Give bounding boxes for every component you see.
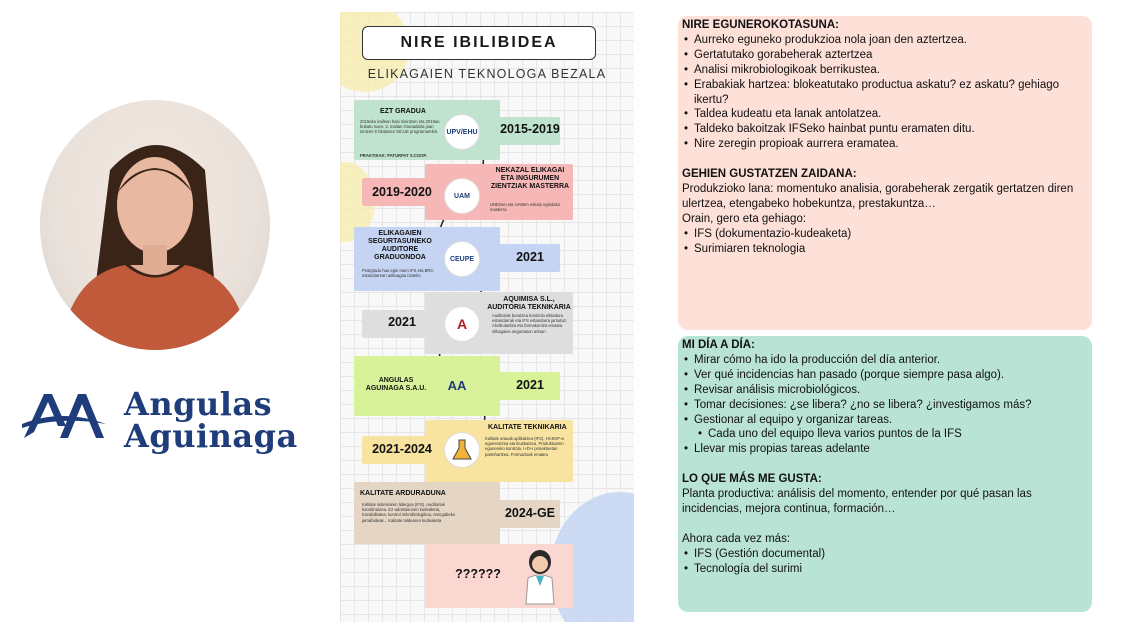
timeline-year: 2021-2024 <box>372 442 432 456</box>
list-item: • IFS (Gestión documental) <box>682 547 1086 562</box>
paragraph: Ahora cada vez más: <box>682 532 791 545</box>
timeline-item-title: ELIKAGAIEN SEGURTASUNEKO AUDITORE GRADUONDOA <box>368 230 432 261</box>
daily-routine-box-es <box>678 336 1092 612</box>
daily-routine-box-eu <box>678 16 1092 330</box>
timeline-item-title: ANGULAS AGUINAGA S.A.U. <box>365 377 427 392</box>
list-item: • Erabakiak hartzea: blokeatutako productua askatu? ez askatu? gehiago ikertu? <box>682 78 1086 108</box>
timeline-item-extra: PRAKTIKAK: PATURPAT S.COOP. <box>360 153 427 158</box>
person-illustration <box>40 100 270 350</box>
timeline-item-title: NEKAZAL ELIKAGAI ETA INGURUMEN ZIENTZIAK MASTERRA <box>490 167 570 190</box>
list-item: • Surimiaren teknologia <box>682 242 1086 257</box>
upv-ehu-logo-icon: UPV/EHU <box>444 114 480 150</box>
list-item: • Ver qué incidencias han pasado (porque siempre pasa algo). <box>682 368 1086 383</box>
logo-line-1: Angulas <box>124 385 273 423</box>
timeline-item-text: Kalitate arauak aplikatzea (IFS). HAKKP-a egunerotzea eta ikuskatzea. Produktuaren egunereko kontrola. I+D+i proiektuetan partehartzea. Formazioak ematea <box>485 436 564 457</box>
interests-list <box>682 227 1086 257</box>
timeline-item-text: Postgradu hau egin nuen IFS eta BRC estandarrean adituagoa izateko <box>362 268 434 279</box>
ceupe-logo-icon: CEUPE <box>444 241 480 277</box>
list-item: • Mirar cómo ha ido la producción del día anterior. <box>682 353 1086 368</box>
timeline-item-text: 2015eko irailean hasi ninintzen eta 2019an bukatu nuen. 3. mailan Granadaira joan nintzen 6 hilabetez SICUE programarekin. <box>360 119 440 135</box>
paragraph: Produkzioko lana: momentuko analisia, gorabeherak zergatik gertatzen diren ulertzea, etengabeko hobekuntza, prestakuntza… <box>682 182 1074 210</box>
lab-illustration-icon <box>444 432 480 468</box>
timeline-year: ?????? <box>455 567 501 581</box>
timeline-year: 2024-GE <box>504 506 556 520</box>
list-item: • Taldeko bakoitzak IFSeko hainbat puntu eramaten ditu. <box>682 122 1086 137</box>
list-subitem: • Cada uno del equipo lleva varios puntos de la IFS <box>682 427 1086 442</box>
list-item: • Taldea kudeatu eta lanak antolatzea. <box>682 107 1086 122</box>
timeline-item-title: EZT GRADUA <box>380 108 426 115</box>
daily-tasks-list <box>682 353 1086 457</box>
timeline-year: 2019-2020 <box>372 185 432 199</box>
timeline-item-title: KALITATE ARDURADUNA <box>360 490 446 497</box>
list-item: • Aurreko eguneko produkzioa nola joan den aztertzea. <box>682 33 1086 48</box>
section-heading: GEHIEN GUSTATZEN ZAIDANA: <box>682 168 857 181</box>
uam-logo-icon: UAM <box>444 178 480 214</box>
logo-line-2: Aguinaga <box>124 417 298 455</box>
infographic-subtitle: ELIKAGAIEN TEKNOLOGA BEZALA <box>367 67 607 81</box>
aquimisa-logo-icon: A <box>444 306 480 342</box>
daily-tasks-list <box>682 33 1086 152</box>
list-item: • Tomar decisiones: ¿se libera? ¿no se libera? ¿investigamos más? <box>682 398 1086 413</box>
timeline-year: 2015-2019 <box>500 122 560 136</box>
timeline-year: 2021 <box>388 315 416 329</box>
timeline-item-text: UNEDen eta UAMen eskaiņ egindako masterra <box>490 202 561 213</box>
interests-list <box>682 547 1086 577</box>
profile-photo <box>40 100 270 350</box>
list-item: • Nire zeregin propioak aurrera eramatea. <box>682 137 1086 152</box>
scientist-illustration-icon <box>518 548 562 611</box>
angulas-aguinaga-logo-icon <box>22 388 106 448</box>
list-item: • Tecnología del surimi <box>682 562 1086 577</box>
timeline-year: 2021 <box>516 378 544 392</box>
list-item: • Llevar mis propias tareas adelante <box>682 442 1086 457</box>
section-heading: NIRE EGUNEROKOTASUNA: <box>682 19 839 31</box>
list-item: • Gertatutako gorabeherak aztertzea <box>682 48 1086 63</box>
timeline-item-title: KALITATE TEKNIKARIA <box>488 424 567 431</box>
career-infographic <box>340 12 634 622</box>
timeline-item-text: Auditoriak burutzea kontzolu elikadura estandarrak eta IFS estandarra jarraituz. Aholkularitza eta formakuntza ematea elikagaien segurtasun arloan <box>492 313 568 334</box>
list-item: • Gestionar al equipo y organizar tareas. <box>682 413 1086 428</box>
list-item: • Revisar análisis microbiológicos. <box>682 383 1086 398</box>
infographic-title: NIRE IBILIBIDEA <box>362 26 596 60</box>
list-item: • Analisi mikrobiologikoak berrikustea. <box>682 63 1086 78</box>
timeline-year: 2021 <box>516 250 544 264</box>
section-heading: LO QUE MÁS ME GUSTA: <box>682 473 822 486</box>
company-logo-text <box>124 385 298 455</box>
section-heading: MI DÍA A DÍA: <box>682 339 755 351</box>
paragraph: Orain, gero eta gehiago: <box>682 212 807 225</box>
list-item: • IFS (dokumentazio-kudeaketa) <box>682 227 1086 242</box>
timeline-item-text: Kalitate sistemaren lidergoa (IFS). Auditoriak koordinatzea. Ez-adostasunen kudeaketa, trazabilitatea, kontrol mikrobiologikoa, etengabeko jarraibideak... Kalitate taldearen kudeaketa <box>362 502 456 523</box>
paragraph: Planta productiva: análisis del momento, entender por qué pasan las incidencias, mejora continua, formación… <box>682 488 1032 515</box>
timeline-item-title: AQUIMISA S.L., AUDITORIA TEKNIKARIA <box>487 296 571 311</box>
angulas-logo-icon: AA <box>447 377 467 393</box>
